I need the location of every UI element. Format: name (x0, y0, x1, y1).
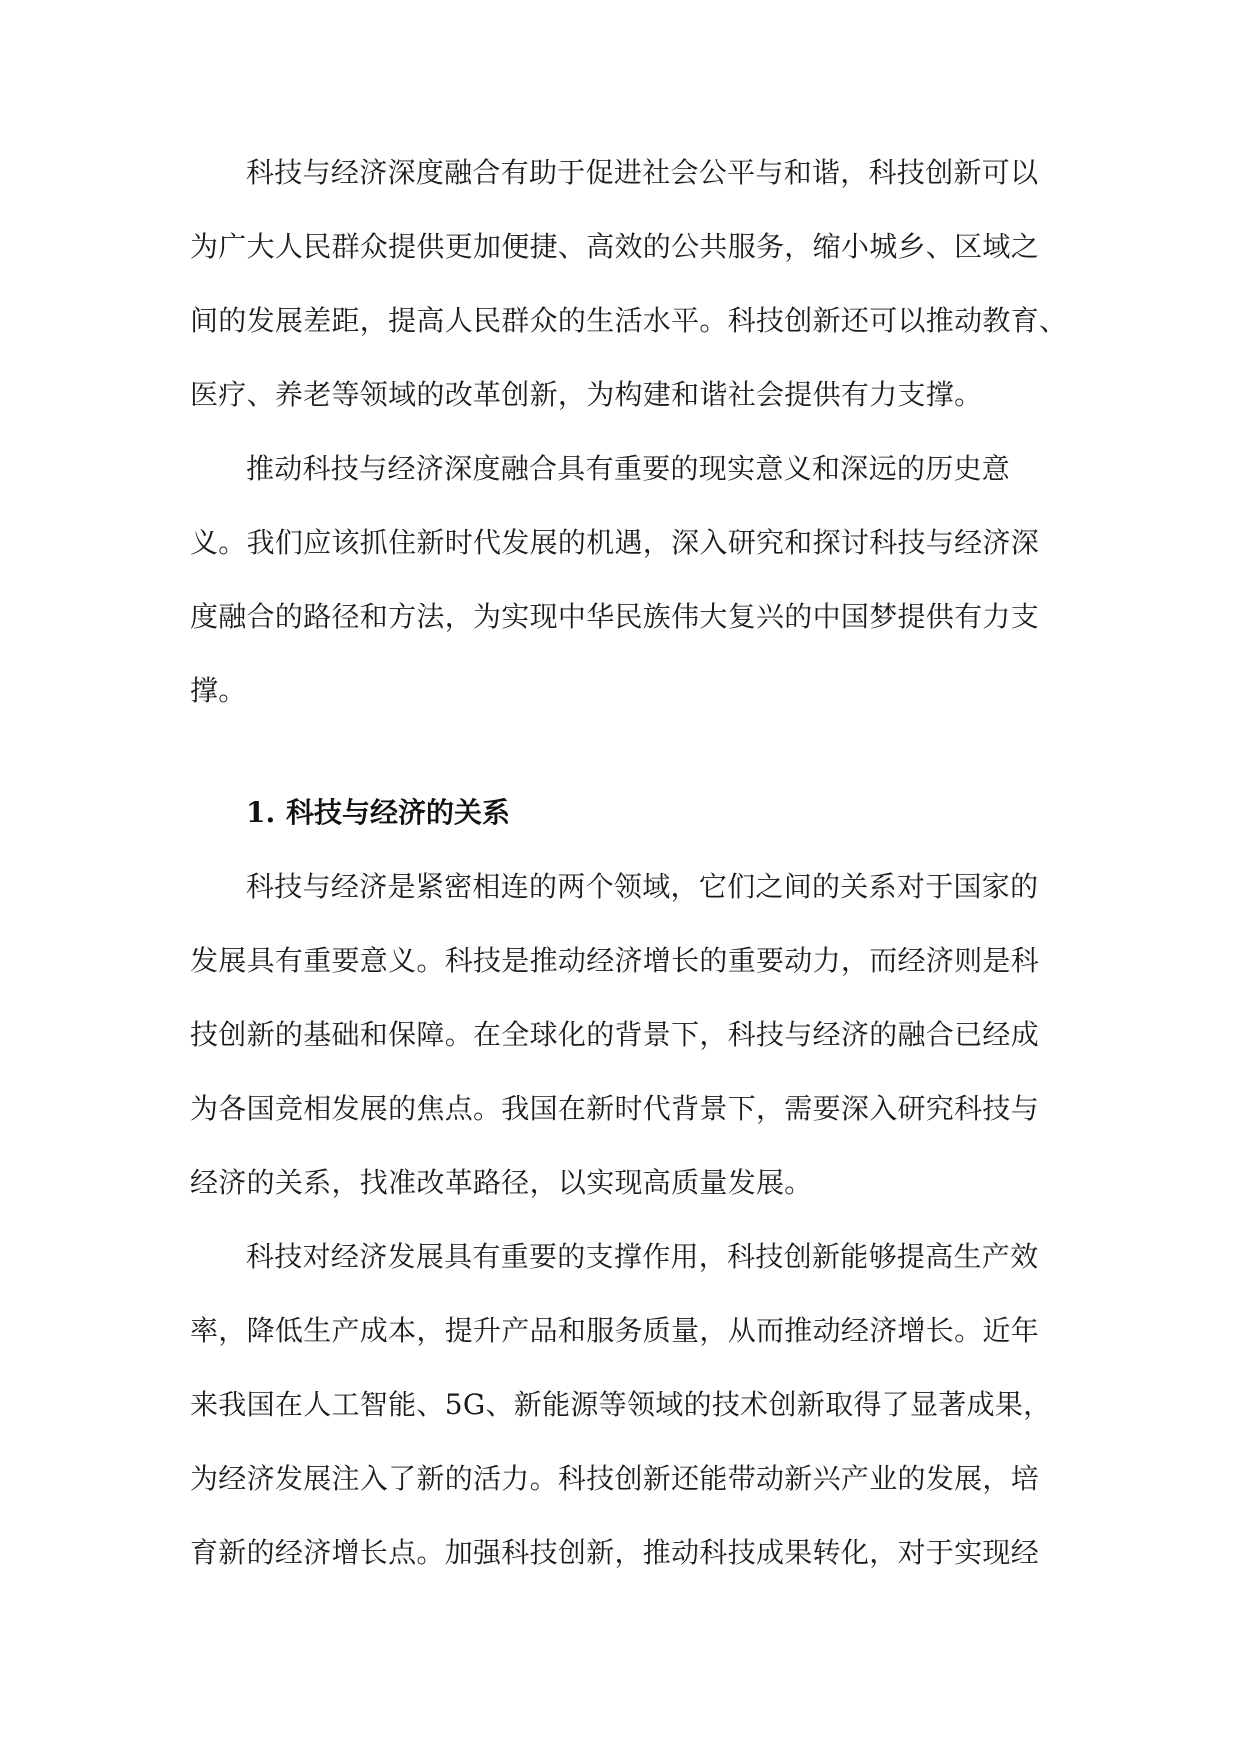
text-line: 发展具有重要意义。科技是推动经济增长的重要动力，而经济则是科 (190, 944, 1040, 977)
text-line: 科技对经济发展具有重要的支撑作用，科技创新能够提高生产效 (246, 1240, 1039, 1273)
text-line: 为各国竞相发展的焦点。我国在新时代背景下，需要深入研究科技与 (190, 1092, 1040, 1125)
paragraph-tech-support (190, 1220, 1050, 1590)
text-line: 科技与经济是紧密相连的两个领域，它们之间的关系对于国家的 (246, 870, 1039, 903)
text-line: 来我国在人工智能、5G、新能源等领域的技术创新取得了显著成果， (190, 1388, 1052, 1421)
section-number: 1. (246, 796, 276, 829)
section-title: 科技与经济的关系 (286, 796, 511, 829)
text-line: 义。我们应该抓住新时代发展的机遇，深入研究和探讨科技与经济深 (190, 526, 1040, 559)
paragraph-significance (190, 432, 1050, 728)
text-line: 科技与经济深度融合有助于促进社会公平与和谐，科技创新可以 (246, 156, 1039, 189)
text-line: 间的发展差距，提高人民群众的生活水平。科技创新还可以推动教育、 (190, 304, 1068, 337)
text-line: 推动科技与经济深度融合具有重要的现实意义和深远的历史意 (246, 452, 1011, 485)
text-line: 度融合的路径和方法，为实现中华民族伟大复兴的中国梦提供有力支 (190, 600, 1040, 633)
paragraph-social-fairness (190, 136, 1068, 432)
text-line: 经济的关系，找准改革路径，以实现高质量发展。 (190, 1166, 813, 1199)
paragraph-relationship (190, 850, 1050, 1220)
text-line: 技创新的基础和保障。在全球化的背景下，科技与经济的融合已经成 (190, 1018, 1040, 1051)
text-line: 率，降低生产成本，提升产品和服务质量，从而推动经济增长。近年 (190, 1314, 1040, 1347)
text-line: 为经济发展注入了新的活力。科技创新还能带动新兴产业的发展，培 (190, 1462, 1040, 1495)
text-line: 撑。 (190, 674, 247, 707)
text-line: 为广大人民群众提供更加便捷、高效的公共服务，缩小城乡、区域之 (190, 230, 1040, 263)
text-line: 医疗、养老等领域的改革创新，为构建和谐社会提供有力支撑。 (190, 378, 983, 411)
section-heading (246, 776, 510, 850)
text-line: 育新的经济增长点。加强科技创新，推动科技成果转化，对于实现经 (190, 1536, 1040, 1569)
